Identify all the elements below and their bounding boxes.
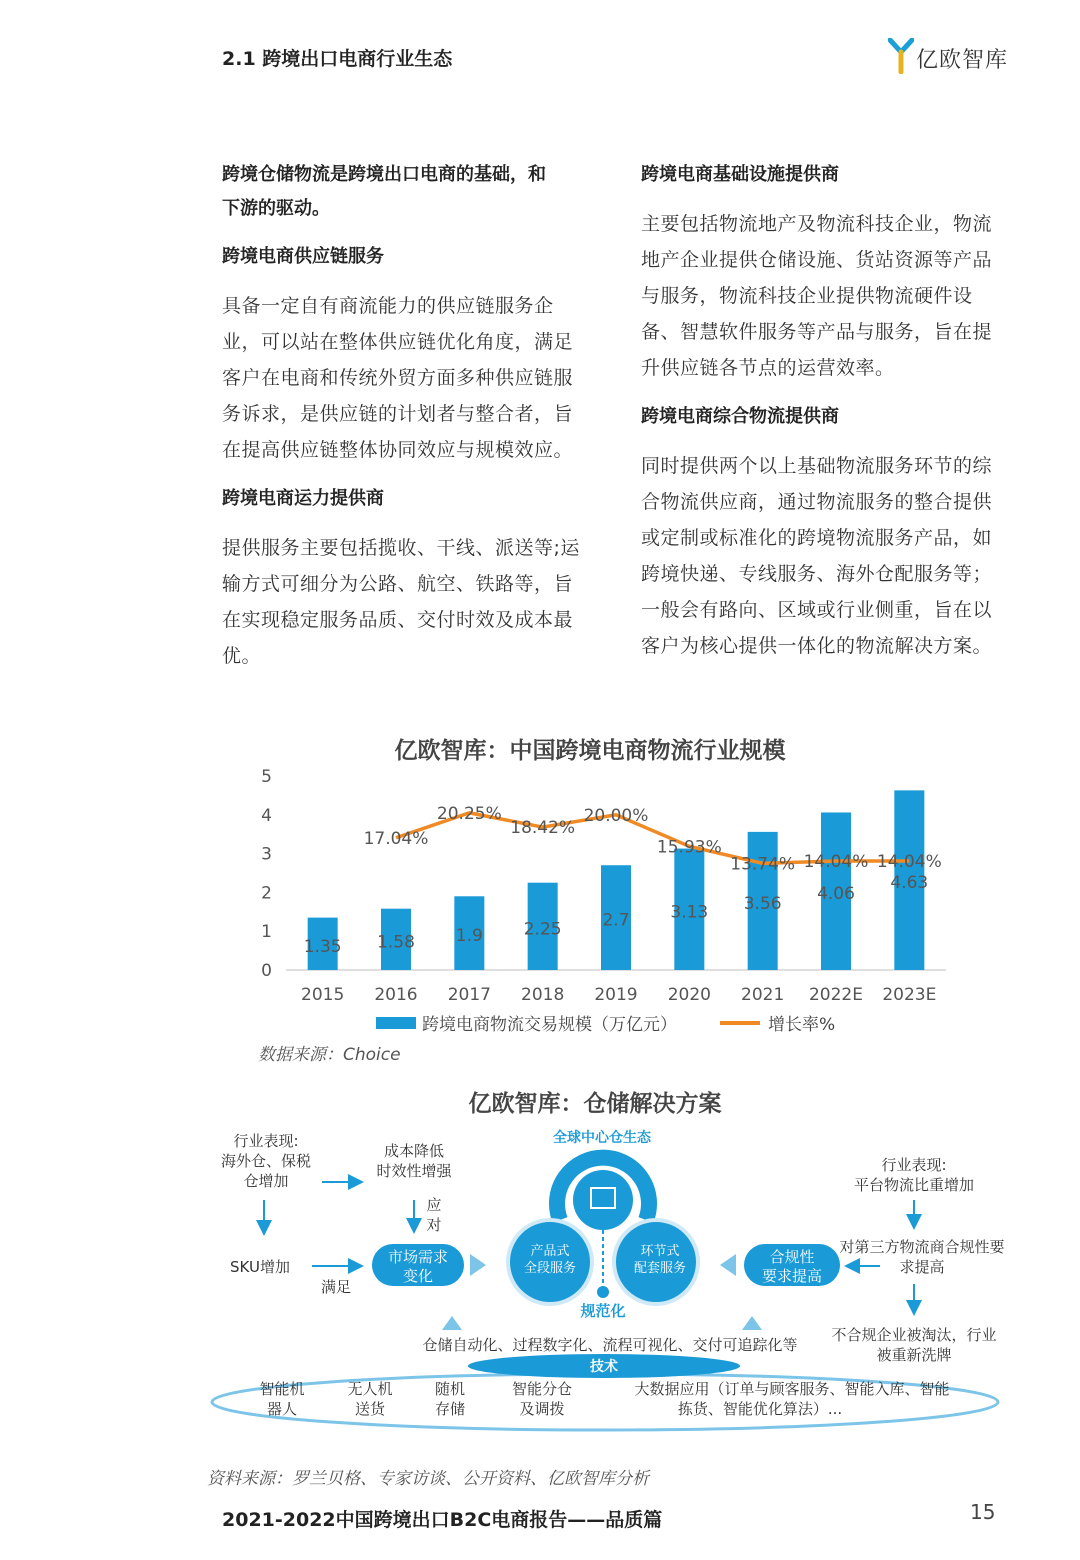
compliance-line-2: 要求提高 [761,1267,823,1285]
tech-allocation-2: 及调拨 [519,1400,565,1418]
growth-rate-label: 20.25% [436,803,502,824]
diagram-title: 亿欧智库：仓储解决方案 [468,1091,722,1117]
legend-bar-swatch [376,1017,416,1029]
right-bottom-line-2: 被重新洗牌 [876,1346,952,1364]
y-tick-label: 2 [261,883,272,904]
left-top-line-2: 海外仓、保税 [220,1152,312,1170]
process-text: 仓储自动化、过程数字化、流程可视化、交付可追踪化等 [422,1336,798,1354]
left-top-line-3: 仓增加 [243,1172,289,1190]
tech-robot-2: 器人 [266,1400,298,1418]
arrow-up-right [742,1316,762,1330]
market-line-2: 变化 [402,1267,434,1285]
growth-rate-label: 13.74% [730,854,796,875]
growth-rate-label: 14.04% [876,852,942,873]
x-tick-label: 2021 [741,985,785,1005]
legend-bar-label: 跨境电商物流交易规模（万亿元） [422,1015,677,1035]
cost-line-1: 成本降低 [383,1142,445,1160]
tech-drone-1: 无人机 [347,1380,393,1398]
y-tick-label: 0 [261,961,272,981]
growth-rate-label: 17.04% [363,828,429,849]
arrow-market-center [470,1254,486,1276]
supply-chain-title: 跨境电商供应链服务 [222,246,384,267]
respond-1: 应 [426,1196,442,1214]
y-tick-label: 3 [261,844,272,865]
left-column [222,158,582,674]
right-column [641,158,1001,664]
y-tick-label: 4 [261,805,272,826]
tech-label: 技术 [590,1359,618,1375]
y-tick-label: 1 [261,922,272,943]
x-tick-label: 2015 [301,985,345,1005]
arrow-up-left [442,1316,462,1330]
growth-rate-label: 18.42% [510,818,576,839]
tech-storage-1: 随机 [434,1380,466,1398]
left-top-line-1: 行业表现: [233,1132,299,1150]
infrastructure-body: 主要包括物流地产及物流科技企业，物流地产企业提供仓储设施、货站资源等产品与服务，物流科技企业提供物流硬件设备、智慧软件服务等产品与服务，旨在提升供应链各节点的运营效率。 [641,213,993,379]
x-tick-label: 2016 [374,985,418,1005]
bar-value-label: 1.35 [303,936,342,957]
warehouse-solution-diagram [200,1120,1020,1440]
x-tick-label: 2019 [594,985,638,1005]
right-bottom-line-1: 不合规企业被淘汰，行业 [831,1326,997,1344]
infrastructure-title: 跨境电商基础设施提供商 [641,164,839,185]
satisfy-label: 满足 [320,1278,352,1296]
bar-value-label: 3.13 [670,902,709,923]
legend-line-label: 增长率% [768,1015,836,1035]
logistics-scale-chart [250,760,970,1040]
growth-rate-label: 20.00% [583,805,649,826]
bar-value-label: 1.9 [455,926,483,947]
normalization-label: 规范化 [580,1302,626,1320]
center-circle [573,1170,633,1230]
product-line-2: 全段服务 [523,1261,577,1276]
bar-value-label: 4.63 [890,873,929,894]
arrow-compliance-center [720,1254,736,1276]
y-tick-label: 5 [261,767,272,787]
bar-value-label: 4.06 [817,884,855,905]
x-tick-label: 2022E [808,985,864,1005]
center-title: 全球中心仓生态 [553,1130,651,1146]
intro-heading: 跨境仓储物流是跨境出口电商的基础，和下游的驱动。 [222,164,546,219]
link-line-2: 配套服务 [633,1261,687,1276]
sku-increase: SKU增加 [230,1258,290,1276]
product-line-1: 产品式 [530,1244,570,1259]
logo-text: 亿欧智库 [916,48,1009,73]
tech-bigdata-1: 大数据应用（订单与顾客服务、智能入库、智能 [634,1380,950,1398]
chart-title: 亿欧智库：中国跨境电商物流行业规模 [394,738,786,764]
page-number: 15 [970,1500,996,1524]
integrated-body: 同时提供两个以上基础物流服务环节的综合物流供应商，通过物流服务的整合提供或定制或标准化的跨境物流服务产品，如跨境快递、专线服务、海外仓配服务等；一般会有路向、区域或行业侧重，旨在以客户为核心提供一体化的物流解决方案。 [641,455,993,657]
cost-line-2: 时效性增强 [376,1162,452,1180]
tech-storage-2: 存储 [434,1400,466,1418]
tech-drone-2: 送货 [354,1400,386,1418]
x-tick-label: 2017 [447,985,491,1005]
logo [888,38,1018,78]
bar-value-label: 2.25 [523,919,562,940]
integrated-title: 跨境电商综合物流提供商 [641,406,839,427]
bar-value-label: 1.58 [377,932,415,953]
tech-robot-1: 智能机 [259,1380,305,1398]
chart-source: 数据来源：Choice [258,1045,401,1065]
x-tick-label: 2020 [667,985,711,1005]
center-dot [597,1286,609,1298]
growth-rate-label: 14.04% [803,852,869,873]
right-top-line-2: 平台物流比重增加 [853,1176,975,1194]
bar-value-label: 3.56 [743,893,782,914]
capacity-body: 提供服务主要包括揽收、干线、派送等;运输方式可细分为公路、航空、铁路等，旨在实现稳定服务品质、交付时效及成本最优。 [222,537,580,667]
capacity-title: 跨境电商运力提供商 [222,488,384,509]
right-top-line-1: 行业表现: [881,1156,947,1174]
tech-allocation-1: 智能分仓 [511,1380,573,1398]
bar-value-label: 2.7 [602,910,630,931]
compliance-line-1: 合规性 [769,1248,815,1266]
x-tick-label: 2023E [882,985,937,1005]
x-tick-label: 2018 [521,985,565,1005]
tech-bigdata-2: 拣货、智能优化算法）... [677,1400,843,1418]
market-line-1: 市场需求 [387,1248,449,1266]
link-line-1: 环节式 [640,1244,680,1259]
right-mid-line-1: 对第三方物流商合规性要 [839,1238,1005,1256]
supply-chain-body: 具备一定自有商流能力的供应链服务企业，可以站在整体供应链优化角度，满足客户在电商和传统外贸方面多种供应链服务诉求，是供应链的计划者与整合者，旨在提高供应链整体协同效应与规模效应。 [222,295,574,461]
footer-title: 2021-2022中国跨境出口B2C电商报告——品质篇 [222,1509,663,1531]
logo-icon [888,38,914,74]
growth-rate-label: 15.93% [656,837,722,858]
section-title: 2.1 跨境出口电商行业生态 [222,48,453,70]
diagram-source: 资料来源：罗兰贝格、专家访谈、公开资料、亿欧智库分析 [207,1469,649,1489]
right-mid-line-2: 求提高 [899,1258,945,1276]
respond-2: 对 [426,1216,442,1234]
